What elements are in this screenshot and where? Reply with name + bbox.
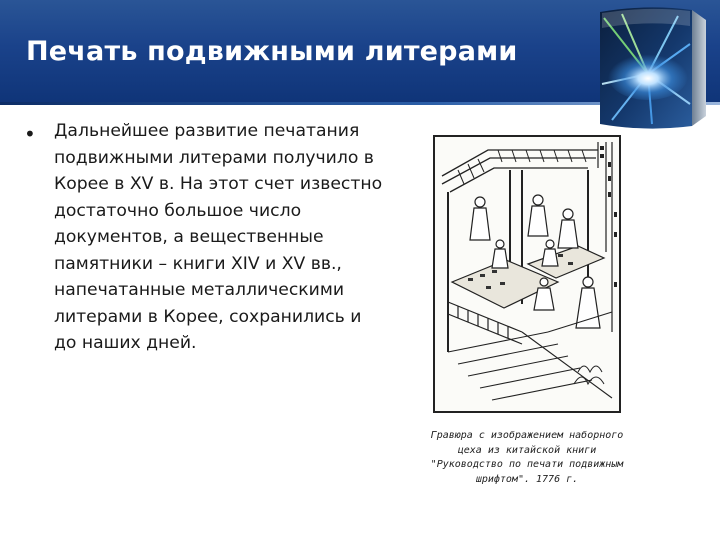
decorative-cube-icon	[592, 4, 712, 130]
body-line: Корее в XV в. На этот счет известно	[54, 174, 383, 194]
slide-title: Печать подвижными литерами	[26, 36, 518, 67]
body-line: подвижными литерами получило в	[54, 147, 374, 168]
body-line: литерами в Корее, сохранились и	[54, 306, 362, 327]
caption-line: "Руководство по печати подвижным	[430, 459, 624, 470]
engraving-image	[428, 132, 628, 416]
caption-line: цеха из китайской книги	[457, 444, 597, 456]
bullet-marker: •	[24, 122, 36, 146]
body-line: напечатанные металлическими	[54, 280, 344, 300]
body-line: документов, а вещественные	[54, 227, 324, 247]
body-paragraph	[54, 118, 399, 357]
image-caption	[400, 429, 654, 487]
caption-line: шрифтом". 1776 г.	[475, 473, 579, 485]
body-line: достаточно большое число	[54, 200, 302, 221]
body-line: до наших дней.	[54, 333, 197, 353]
body-line: Дальнейшее развитие печатания	[54, 121, 360, 141]
body-line: памятники – книги XIV и XV вв.,	[54, 253, 342, 274]
caption-line: Гравюра с изображением наборного	[430, 430, 624, 441]
